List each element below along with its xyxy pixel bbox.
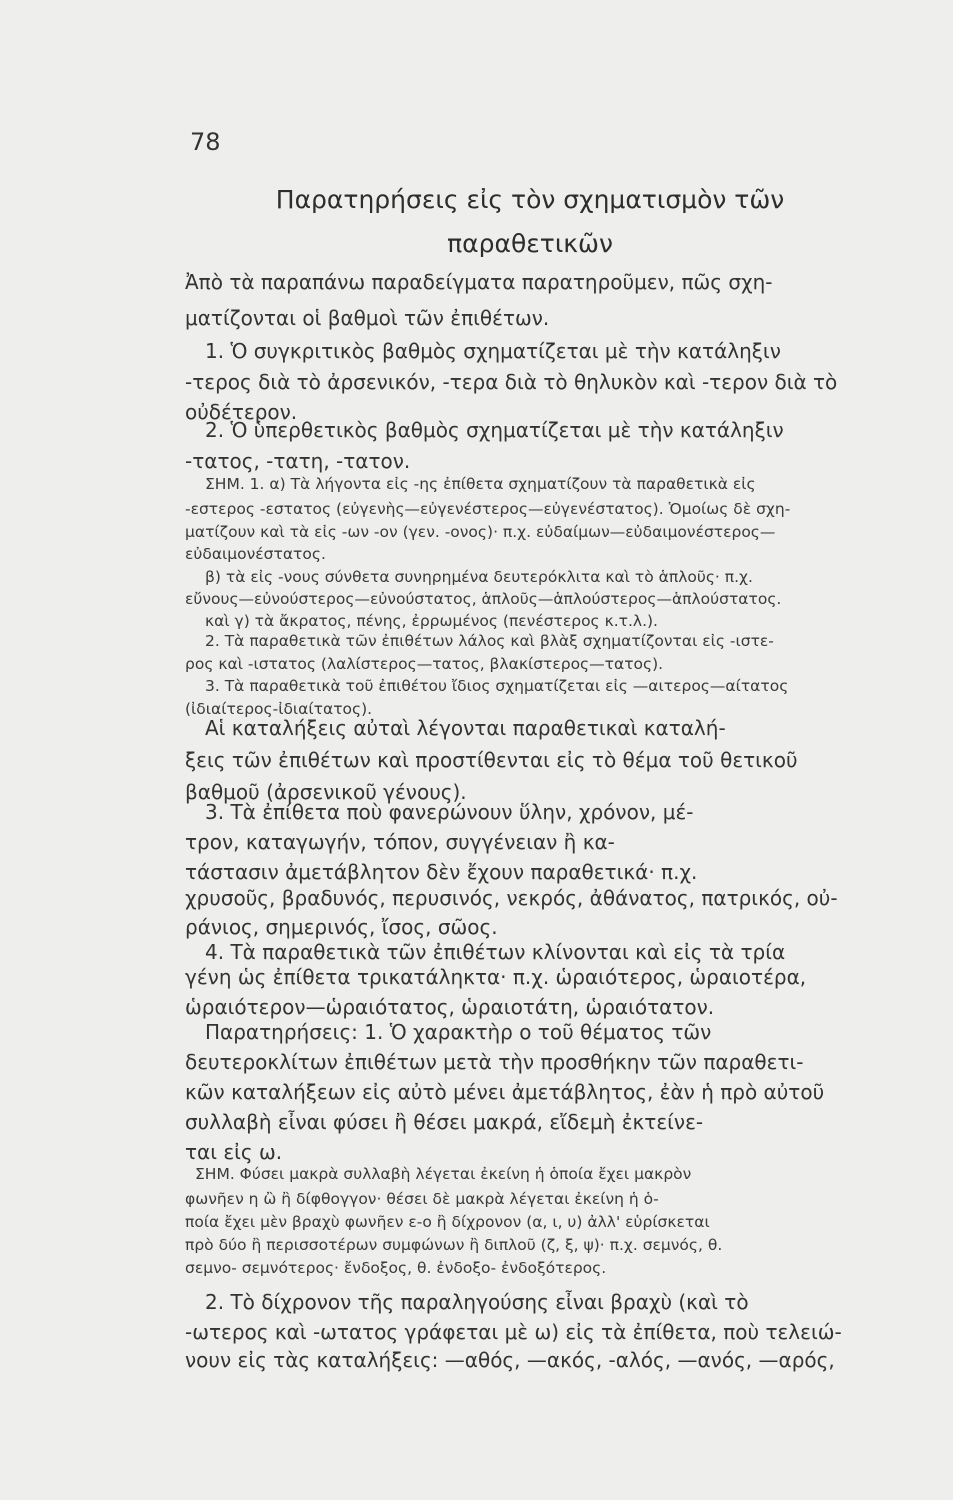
text-line: ματίζονται οἱ βαθμοὶ τῶν ἐπιθέτων. [185,306,550,330]
section-title [180,178,880,266]
text-line: ματίζουν καὶ τὰ εἰς -ων -ον (γεν. -ονος)· π.χ. εὐδαίμων—εὐδαιμονέστερος— [185,523,776,541]
section-title-line-2: παραθετικῶν [447,229,613,258]
text-line: ποία ἔχει μὲν βραχὺ φωνῆεν ε-ο ἢ δίχρονον (α, ι, υ) ἀλλ' εὑρίσκεται [185,1213,710,1231]
text-line: δευτεροκλίτων ἐπιθέτων μετὰ τὴν προσθήκην τῶν παραθετι- [185,1050,804,1074]
text-line: -τερος διὰ τὸ ἀρσενικόν, -τερα διὰ τὸ θηλυκὸν καὶ -τερον διὰ τὸ [185,370,838,394]
text-line: γένη ὡς ἐπίθετα τρικατάληκτα· π.χ. ὡραιότερος, ὡραιοτέρα, [185,965,807,989]
text-line: -τατος, -τατη, -τατον. [185,449,411,473]
text-line: β) τὰ εἰς -νους σύνθετα συνηρημένα δευτερόκλιτα καὶ τὸ ἁπλοῦς· π.χ. [205,568,753,586]
text-line: εὐδαιμονέστατος. [185,545,326,563]
text-line: ὡραιότερον—ὡραιότατος, ὡραιοτάτη, ὡραιότατον. [185,995,715,1019]
text-line: εὔνους—εὐνούστερος—εὐνούστατος, ἁπλοῦς—ἁπλούστερος—ἁπλούστατος. [185,590,782,608]
text-line: οὐδέτερον. [185,400,298,424]
text-line: τρον, καταγωγήν, τόπον, συγγένειαν ἢ κα- [185,830,615,854]
text-line: καὶ γ) τὰ ἄκρατος, πένης, ἐρρωμένος (πενέστερος κ.τ.λ.). [205,612,658,630]
text-line: χρυσοῦς, βραδυνός, περυσινός, νεκρός, ἀθάνατος, πατρικός, οὐ- [185,886,838,910]
text-line: τάστασιν ἀμετάβλητον δὲν ἔχουν παραθετικά· π.χ. [185,860,698,884]
text-line: συλλαβὴ εἶναι φύσει ἢ θέσει μακρά, εἴδεμὴ ἐκτείνε- [185,1110,704,1134]
text-line: νουν εἰς τὰς καταλήξεις: —αθός, —ακός, -αλός, —ανός, —αρός, [185,1348,835,1372]
text-line: 3. Τὰ ἐπίθετα ποὺ φανερώνουν ὕλην, χρόνον, μέ- [205,800,694,824]
text-line: ρος καὶ -ιστατος (λαλίστερος—τατος, βλακίστερος—τατος). [185,655,664,673]
text-line: πρὸ δύο ἢ περισσοτέρων συμφώνων ἢ διπλοῦ (ζ, ξ, ψ)· π.χ. σεμνός, θ. [185,1236,723,1254]
text-line: 4. Τὰ παραθετικὰ τῶν ἐπιθέτων κλίνονται καὶ εἰς τὰ τρία [205,940,786,964]
text-line: 3. Τὰ παραθετικὰ τοῦ ἐπιθέτου ἴδιος σχηματίζεται εἰς —αιτερος—αίτατος [205,677,789,695]
text-line: 2. Τὸ δίχρονον τῆς παραληγούσης εἶναι βραχὺ (καὶ τὸ [205,1290,749,1314]
text-line: Παρατηρήσεις: 1. Ὁ χαρακτὴρ ο τοῦ θέματος τῶν [205,1020,712,1044]
text-line: ται εἰς ω. [185,1140,283,1164]
text-line: -ωτερος καὶ -ωτατος γράφεται μὲ ω) εἰς τὰ ἐπίθετα, ποὺ τελειώ- [185,1320,842,1344]
text-line: κῶν καταλήξεων εἰς αὐτὸ μένει ἀμετάβλητος, ἐὰν ἡ πρὸ αὐτοῦ [185,1080,825,1104]
section-title-line-1: Παρατηρήσεις εἰς τὸν σχηματισμὸν τῶν [275,185,785,214]
text-line: 2. Ὁ ὑπερθετικὸς βαθμὸς σχηματίζεται μὲ τὴν κατάληξιν [205,418,784,442]
text-line: φωνῆεν η ὢ ἢ δίφθογγον· θέσει δὲ μακρὰ λέγεται ἐκείνη ἡ ὁ- [185,1190,659,1208]
text-line: ΣΗΜ. 1. α) Τὰ λήγοντα εἰς -ης ἐπίθετα σχηματίζουν τὰ παραθετικὰ εἰς [205,475,756,493]
text-line: ξεις τῶν ἐπιθέτων καὶ προστίθενται εἰς τὸ θέμα τοῦ θετικοῦ [185,748,798,772]
text-line: 2. Τὰ παραθετικὰ τῶν ἐπιθέτων λάλος καὶ βλὰξ σχηματίζονται εἰς -ιστε- [205,632,774,650]
text-line: ράνιος, σημερινός, ἴσος, σῶος. [185,915,498,939]
page-number: 78 [190,128,221,156]
text-line: Ἀπὸ τὰ παραπάνω παραδείγματα παρατηροῦμεν, πῶς σχη- [185,270,773,294]
text-line: βαθμοῦ (ἀρσενικοῦ γένους). [185,780,467,804]
text-line: -εστερος -εστατος (εὐγενὴς—εὐγενέστερος—εὐγενέστατος). Ὁμοίως δὲ σχη- [185,500,791,518]
text-line: 1. Ὁ συγκριτικὸς βαθμὸς σχηματίζεται μὲ τὴν κατάληξιν [205,339,781,363]
text-line: σεμνο- σεμνότερος· ἔνδοξος, θ. ἐνδοξο- ἐνδοξότερος. [185,1259,607,1277]
text-line: ΣΗΜ. Φύσει μακρὰ συλλαβὴ λέγεται ἐκείνη ἡ ὁποία ἔχει μακρὸν [195,1165,692,1183]
text-line: Αἱ καταλήξεις αὐταὶ λέγονται παραθετικαὶ καταλή- [205,716,726,740]
text-line: (ἰδιαίτερος-ἰδιαίτατος). [185,700,373,718]
